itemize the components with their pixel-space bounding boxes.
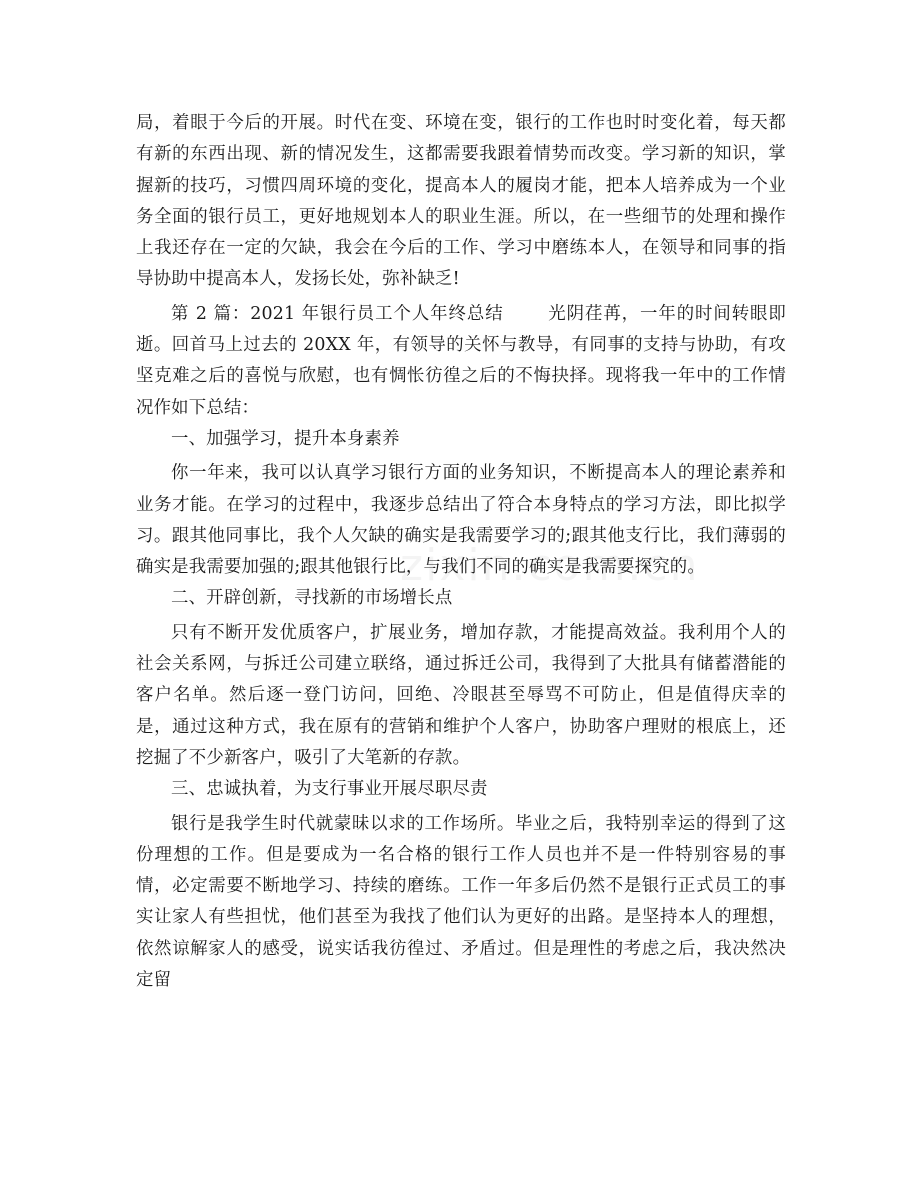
heading-3: 三、忠诚执着，为支行事业开展尽职尽责 xyxy=(171,779,488,800)
paragraph-2: 只有不断开发优质客户，扩展业务，增加存款，才能提高效益。我利用个人的社会关系网，与拆迁公司建立联络，通过拆迁公司，我得到了大批具有储蓄潜能的客户名单。然后逐一登门访问，回绝、冷眼甚至辱骂不可防止，但是值得庆幸的是，通过这种方式，我在原有的营销和维护个人客户，协助客户理财的根底上，还挖掘了不少新客户，吸引了大笔新的存款。 xyxy=(136,622,786,768)
paragraph-3: 银行是我学生时代就蒙昧以求的工作场所。毕业之后，我特别幸运的得到了这份理想的工作。但是要成为一名合格的银行工作人员也并不是一件特别容易的事情，必定需要不断地学习、持续的磨练。工作一年多后仍然不是银行正式员工的事实让家人有些担忧，他们甚至为我找了他们认为更好的出路。是坚持本人的理想，依然谅解家人的感受，说实话我彷徨过、矛盾过。但是理性的考虑之后，我决然决定留 xyxy=(136,813,786,991)
heading-1: 一、加强学习，提升本身素养 xyxy=(171,428,400,449)
section-paragraph xyxy=(136,299,786,424)
intro-text: 光阴荏苒，一年的时间转眼即逝。回首马上过去的 20XX 年，有领导的关怀与教导，有同事的支持与协助，有攻坚克难之后的喜悦与欣慰，也有惆怅彷徨之后的不悔抉择。现将我一年中的工作情况作如下总结： xyxy=(136,303,786,418)
paragraph-1: 你一年来，我可以认真学习银行方面的业务知识，不断提高本人的理论素养和业务才能。在学习的过程中，我逐步总结出了符合本身特点的学习方法，即比拟学习。跟其他同事比，我个人欠缺的确实是我需要学习的;跟其他支行比，我们薄弱的确实是我需要加强的;跟其他银行比，与我们不同的确实是我需要探究的。 xyxy=(136,463,786,578)
section-title: 第 2 篇：2021 年银行员工个人年终总结 xyxy=(171,303,504,324)
document-page xyxy=(136,108,786,996)
paragraph-continued: 局，着眼于今后的开展。时代在变、环境在变，银行的工作也时时变化着，每天都有新的东西出现、新的情况发生，这都需要我跟着情势而改变。学习新的知识，掌握新的技巧，习惯四周环境的变化，提高本人的履岗才能，把本人培养成为一个业务全面的银行员工，更好地规划本人的职业生涯。所以，在一些细节的处理和操作上我还存在一定的欠缺，我会在今后的工作、学习中磨练本人，在领导和同事的指导协助中提高本人，发扬长处，弥补缺乏! xyxy=(136,113,786,290)
heading-2: 二、开辟创新，寻找新的市场增长点 xyxy=(171,588,453,609)
